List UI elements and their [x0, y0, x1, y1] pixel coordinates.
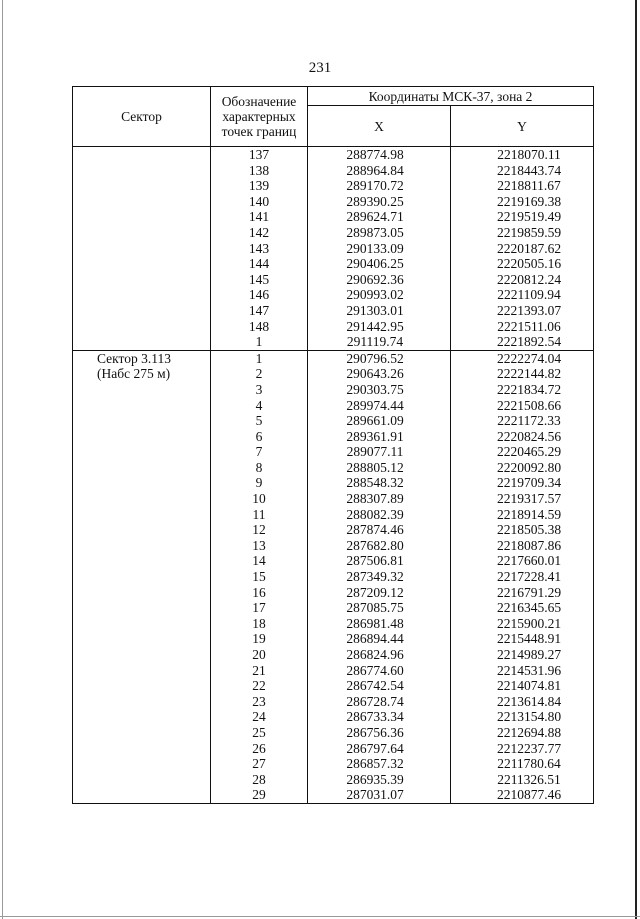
point-number: 11: [211, 507, 308, 523]
y-coordinate: 2221892.54: [451, 334, 594, 350]
x-coordinate: 288964.84: [308, 163, 451, 179]
scan-edge-left: [2, 0, 3, 919]
table-row: [73, 507, 594, 523]
table-header: [73, 87, 594, 147]
x-coordinate: 286797.64: [308, 741, 451, 757]
x-coordinate: 290303.75: [308, 382, 451, 398]
header-x: X: [308, 106, 451, 147]
point-number: 27: [211, 756, 308, 772]
scan-edge-bottom: [0, 916, 640, 917]
sector-cell: [73, 272, 211, 288]
sector-cell: [73, 194, 211, 210]
point-number: 14: [211, 553, 308, 569]
scan-edge-right: [635, 0, 637, 919]
x-coordinate: 290406.25: [308, 256, 451, 272]
table-row: [73, 178, 594, 194]
point-number: 139: [211, 178, 308, 194]
x-coordinate: 291442.95: [308, 319, 451, 335]
point-number: 23: [211, 694, 308, 710]
y-coordinate: 2218811.67: [451, 178, 594, 194]
y-coordinate: 2220187.62: [451, 241, 594, 257]
sector-cell: [73, 398, 211, 414]
sector-cell: [73, 209, 211, 225]
table-row: [73, 319, 594, 335]
point-number: 17: [211, 600, 308, 616]
point-number: 147: [211, 303, 308, 319]
sector-cell: [73, 507, 211, 523]
x-coordinate: 291303.01: [308, 303, 451, 319]
sector-cell: [73, 616, 211, 632]
table-row: [73, 585, 594, 601]
point-number: 16: [211, 585, 308, 601]
table-row: [73, 366, 594, 382]
table-row: [73, 413, 594, 429]
table-row: [73, 209, 594, 225]
sector-cell: [73, 475, 211, 491]
table-row: [73, 647, 594, 663]
x-coordinate: 288548.32: [308, 475, 451, 491]
header-coordinates: Координаты МСК-37, зона 2: [308, 87, 594, 106]
sector-cell: [73, 538, 211, 554]
y-coordinate: 2221511.06: [451, 319, 594, 335]
header-designation: Обозначение характерных точек границ: [211, 87, 308, 147]
point-number: 4: [211, 398, 308, 414]
table-row: [73, 522, 594, 538]
y-coordinate: 2219317.57: [451, 491, 594, 507]
point-number: 10: [211, 491, 308, 507]
point-number: 140: [211, 194, 308, 210]
x-coordinate: 289170.72: [308, 178, 451, 194]
table-row: [73, 663, 594, 679]
table-row: [73, 475, 594, 491]
point-number: 18: [211, 616, 308, 632]
x-coordinate: 288307.89: [308, 491, 451, 507]
y-coordinate: 2214074.81: [451, 678, 594, 694]
x-coordinate: 291119.74: [308, 334, 451, 350]
x-coordinate: 288082.39: [308, 507, 451, 523]
coordinates-table: [72, 86, 594, 804]
sector-label: (Набс 275 м): [73, 366, 211, 382]
y-coordinate: 2210877.46: [451, 787, 594, 803]
y-coordinate: 2217660.01: [451, 553, 594, 569]
sector-label: [73, 147, 211, 163]
table-row: [73, 303, 594, 319]
sector-cell: [73, 382, 211, 398]
sector-cell: [73, 256, 211, 272]
x-coordinate: 286742.54: [308, 678, 451, 694]
y-coordinate: 2218505.38: [451, 522, 594, 538]
point-number: 22: [211, 678, 308, 694]
x-coordinate: 289661.09: [308, 413, 451, 429]
sector-cell: [73, 772, 211, 788]
x-coordinate: 289361.91: [308, 429, 451, 445]
x-coordinate: 286857.32: [308, 756, 451, 772]
point-number: 6: [211, 429, 308, 445]
y-coordinate: 2221109.94: [451, 287, 594, 303]
x-coordinate: 286824.96: [308, 647, 451, 663]
point-number: 2: [211, 366, 308, 382]
y-coordinate: 2211326.51: [451, 772, 594, 788]
point-number: 28: [211, 772, 308, 788]
table-row: [73, 725, 594, 741]
table-row: [73, 429, 594, 445]
table-row: [73, 241, 594, 257]
y-coordinate: 2219859.59: [451, 225, 594, 241]
y-coordinate: 2222144.82: [451, 366, 594, 382]
table-row: [73, 787, 594, 803]
table-row: [73, 163, 594, 179]
point-number: 20: [211, 647, 308, 663]
point-number: 12: [211, 522, 308, 538]
y-coordinate: 2218087.86: [451, 538, 594, 554]
point-number: 19: [211, 631, 308, 647]
table-row: [73, 569, 594, 585]
point-number: 8: [211, 460, 308, 476]
y-coordinate: 2212694.88: [451, 725, 594, 741]
point-number: 26: [211, 741, 308, 757]
y-coordinate: 2221393.07: [451, 303, 594, 319]
x-coordinate: 286894.44: [308, 631, 451, 647]
y-coordinate: 2213154.80: [451, 709, 594, 725]
table-row: [73, 272, 594, 288]
sector-label: Сектор 3.113: [73, 350, 211, 366]
y-coordinate: 2218070.11: [451, 147, 594, 163]
x-coordinate: 287349.32: [308, 569, 451, 585]
y-coordinate: 2221834.72: [451, 382, 594, 398]
y-coordinate: 2212237.77: [451, 741, 594, 757]
table-row: [73, 772, 594, 788]
y-coordinate: 2220505.16: [451, 256, 594, 272]
sector-cell: [73, 429, 211, 445]
table-row: [73, 616, 594, 632]
point-number: 138: [211, 163, 308, 179]
point-number: 142: [211, 225, 308, 241]
sector-cell: [73, 787, 211, 803]
sector-label: [73, 163, 211, 179]
point-number: 21: [211, 663, 308, 679]
sector-cell: [73, 522, 211, 538]
x-coordinate: 290993.02: [308, 287, 451, 303]
x-coordinate: 287085.75: [308, 600, 451, 616]
point-number: 25: [211, 725, 308, 741]
sector-cell: [73, 287, 211, 303]
y-coordinate: 2217228.41: [451, 569, 594, 585]
table-row: [73, 709, 594, 725]
point-number: 3: [211, 382, 308, 398]
sector-cell: [73, 647, 211, 663]
sector-cell: [73, 491, 211, 507]
point-number: 24: [211, 709, 308, 725]
table-row: [73, 678, 594, 694]
x-coordinate: 289390.25: [308, 194, 451, 210]
y-coordinate: 2219709.34: [451, 475, 594, 491]
x-coordinate: 287209.12: [308, 585, 451, 601]
y-coordinate: 2219169.38: [451, 194, 594, 210]
table-row: [73, 491, 594, 507]
x-coordinate: 287031.07: [308, 787, 451, 803]
y-coordinate: 2218443.74: [451, 163, 594, 179]
sector-cell: [73, 178, 211, 194]
table-row: [73, 460, 594, 476]
table-row: [73, 147, 594, 163]
point-number: 148: [211, 319, 308, 335]
x-coordinate: 286733.34: [308, 709, 451, 725]
table-row: [73, 694, 594, 710]
page-number: 231: [308, 60, 332, 76]
table-row: [73, 600, 594, 616]
sector-cell: [73, 631, 211, 647]
y-coordinate: 2216345.65: [451, 600, 594, 616]
point-number: 13: [211, 538, 308, 554]
sector-cell: [73, 225, 211, 241]
point-number: 9: [211, 475, 308, 491]
x-coordinate: 286981.48: [308, 616, 451, 632]
sector-cell: [73, 678, 211, 694]
x-coordinate: 287506.81: [308, 553, 451, 569]
table-row: [73, 225, 594, 241]
x-coordinate: 286935.39: [308, 772, 451, 788]
y-coordinate: 2215448.91: [451, 631, 594, 647]
sector-cell: [73, 663, 211, 679]
point-number: 141: [211, 209, 308, 225]
sector-cell: [73, 553, 211, 569]
y-coordinate: 2215900.21: [451, 616, 594, 632]
point-number: 144: [211, 256, 308, 272]
point-number: 137: [211, 147, 308, 163]
sector-cell: [73, 413, 211, 429]
header-sector: Сектор: [73, 87, 211, 147]
point-number: 1: [211, 350, 308, 366]
y-coordinate: 2213614.84: [451, 694, 594, 710]
sector-cell: [73, 600, 211, 616]
table-row: [73, 398, 594, 414]
point-number: 29: [211, 787, 308, 803]
y-coordinate: 2220824.56: [451, 429, 594, 445]
sector-cell: [73, 460, 211, 476]
sector-cell: [73, 756, 211, 772]
point-number: 1: [211, 334, 308, 350]
y-coordinate: 2218914.59: [451, 507, 594, 523]
y-coordinate: 2214531.96: [451, 663, 594, 679]
table-row: [73, 756, 594, 772]
table-row: [73, 538, 594, 554]
sector-cell: [73, 725, 211, 741]
point-number: 15: [211, 569, 308, 585]
point-number: 7: [211, 444, 308, 460]
y-coordinate: 2220465.29: [451, 444, 594, 460]
table-row: [73, 287, 594, 303]
point-number: 145: [211, 272, 308, 288]
sector-cell: [73, 709, 211, 725]
table-row: [73, 741, 594, 757]
y-coordinate: 2220812.24: [451, 272, 594, 288]
table-row: [73, 350, 594, 366]
y-coordinate: 2221508.66: [451, 398, 594, 414]
x-coordinate: 286774.60: [308, 663, 451, 679]
y-coordinate: 2214989.27: [451, 647, 594, 663]
point-number: 143: [211, 241, 308, 257]
y-coordinate: 2220092.80: [451, 460, 594, 476]
x-coordinate: 290796.52: [308, 350, 451, 366]
table-row: [73, 444, 594, 460]
sector-cell: [73, 303, 211, 319]
y-coordinate: 2219519.49: [451, 209, 594, 225]
table-row: [73, 194, 594, 210]
table-row: [73, 256, 594, 272]
x-coordinate: 288774.98: [308, 147, 451, 163]
point-number: 5: [211, 413, 308, 429]
y-coordinate: 2221172.33: [451, 413, 594, 429]
sector-cell: [73, 569, 211, 585]
sector-cell: [73, 585, 211, 601]
sector-cell: [73, 741, 211, 757]
y-coordinate: 2211780.64: [451, 756, 594, 772]
sector-cell: [73, 334, 211, 350]
y-coordinate: 2216791.29: [451, 585, 594, 601]
sector-cell: [73, 444, 211, 460]
x-coordinate: 286728.74: [308, 694, 451, 710]
table-row: [73, 382, 594, 398]
y-coordinate: 2222274.04: [451, 350, 594, 366]
x-coordinate: 289974.44: [308, 398, 451, 414]
x-coordinate: 290643.26: [308, 366, 451, 382]
x-coordinate: 289077.11: [308, 444, 451, 460]
x-coordinate: 289624.71: [308, 209, 451, 225]
x-coordinate: 287682.80: [308, 538, 451, 554]
x-coordinate: 287874.46: [308, 522, 451, 538]
table-body: [73, 147, 594, 804]
x-coordinate: 288805.12: [308, 460, 451, 476]
sector-cell: [73, 694, 211, 710]
table-row: [73, 334, 594, 350]
x-coordinate: 289873.05: [308, 225, 451, 241]
sector-cell: [73, 241, 211, 257]
x-coordinate: 290133.09: [308, 241, 451, 257]
x-coordinate: 290692.36: [308, 272, 451, 288]
table-row: [73, 553, 594, 569]
x-coordinate: 286756.36: [308, 725, 451, 741]
header-y: Y: [451, 106, 594, 147]
point-number: 146: [211, 287, 308, 303]
table-row: [73, 631, 594, 647]
sector-cell: [73, 319, 211, 335]
